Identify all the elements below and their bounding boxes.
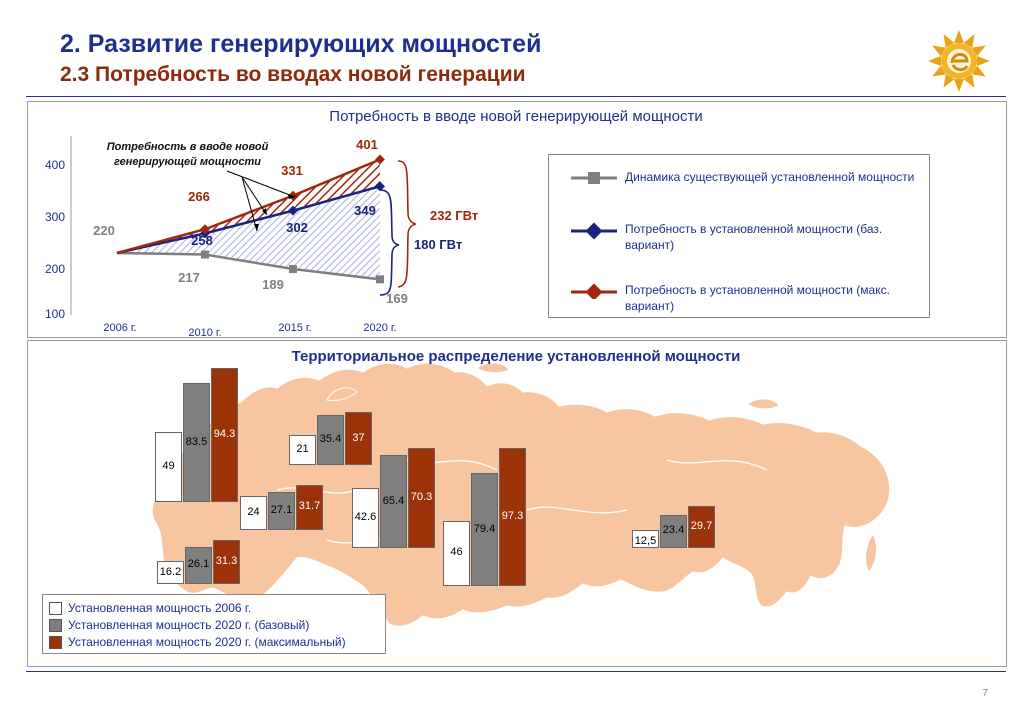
legend-marker-max	[586, 284, 603, 299]
x-tick-label: 2015 г.	[278, 322, 312, 334]
label-base: 349	[354, 203, 376, 218]
bar-value-label: 83.5	[185, 435, 208, 448]
label-base: 258	[191, 233, 213, 248]
label-existing: 169	[386, 291, 408, 306]
bar-2020-base	[183, 383, 210, 502]
brace-base-label: 180 ГВт	[414, 237, 463, 252]
bar-2006	[240, 496, 267, 530]
bar-2020-base	[185, 547, 212, 584]
bar-2020-max	[688, 506, 715, 548]
bar-value-label: 16.2	[159, 565, 182, 578]
label-existing: 189	[262, 277, 284, 292]
bar-value-label: 70.3	[410, 491, 433, 504]
bar-2020-max	[499, 448, 526, 586]
marker-existing	[201, 251, 209, 259]
header-divider	[26, 96, 1006, 97]
page-title: 2. Развитие генерирующих мощностей	[60, 30, 542, 58]
bar-value-label: 21	[296, 443, 309, 456]
chart-title: Потребность в вводе новой генерирующей мощности	[329, 108, 703, 125]
x-tick-label: 2010 г.	[188, 327, 222, 336]
legend-swatch-base	[49, 619, 62, 632]
y-tick-label: 200	[44, 262, 65, 276]
marker-existing	[376, 275, 384, 283]
brace-max-label: 232 ГВт	[430, 208, 479, 223]
bar-value-label: 79.4	[473, 522, 496, 535]
bar-2020-base	[317, 415, 344, 465]
brace-max	[398, 161, 416, 287]
label-max: 331	[281, 163, 303, 178]
label-base: 302	[286, 220, 308, 235]
bar-2006	[289, 435, 316, 465]
bar-value-label: 35.4	[319, 432, 342, 445]
map-title: Территориальное распределение установленной мощности	[291, 348, 741, 365]
footer-divider	[26, 671, 1006, 672]
bar-value-label: 65.4	[382, 494, 405, 507]
bar-2020-base	[471, 473, 498, 586]
page-subtitle: 2.3 Потребность во вводах новой генерации	[60, 63, 526, 86]
label-start: 220	[93, 223, 115, 238]
bar-2020-base	[380, 455, 407, 548]
bar-2020-base	[268, 492, 295, 530]
page-number: 7	[982, 688, 988, 699]
bar-value-label: 31.7	[298, 500, 321, 513]
marker-existing	[289, 265, 297, 273]
label-existing: 217	[178, 270, 200, 285]
map-legend-2006: Установленная мощность 2006 г.	[68, 601, 252, 615]
y-tick-label: 100	[44, 307, 65, 321]
y-tick-label: 400	[44, 158, 65, 172]
bar-value-label: 31.3	[215, 554, 238, 567]
bar-value-label: 97.3	[501, 509, 524, 522]
legend-marker-existing	[588, 172, 600, 184]
bar-value-label: 42.6	[354, 510, 377, 523]
legend-existing: Динамика существующей установленной мощности	[625, 170, 915, 184]
bar-value-label: 26.1	[187, 558, 210, 571]
bar-2020-max	[213, 540, 240, 584]
map-legend-max: Установленная мощность 2020 г. (максимальный)	[68, 635, 346, 649]
chart-legend	[548, 154, 930, 318]
legend-swatch-max	[49, 636, 62, 649]
bar-value-label: 23.4	[662, 524, 685, 537]
bar-2006	[632, 530, 659, 548]
label-max: 401	[356, 137, 378, 152]
bar-2020-max	[408, 448, 435, 548]
bar-value-label: 24	[247, 505, 260, 518]
bar-2020-base	[660, 515, 687, 548]
legend-marker-base	[586, 223, 603, 240]
bar-value-label: 27.1	[270, 503, 293, 516]
bar-value-label: 49	[162, 460, 175, 473]
legend-base: Потребность в установленной мощности (баз. вариант)	[625, 222, 883, 252]
bar-2020-max	[345, 412, 372, 465]
bar-2020-max	[211, 368, 238, 502]
bar-2006	[352, 488, 379, 548]
bar-value-label: 29.7	[690, 519, 713, 532]
y-tick-label: 300	[44, 210, 65, 224]
bar-value-label: 94.3	[213, 428, 236, 441]
x-tick-label: 2020 г.	[363, 322, 397, 334]
bar-2006	[443, 521, 470, 586]
map-legend	[42, 594, 386, 654]
legend-swatch-2006	[49, 602, 62, 615]
legend-max: Потребность в установленной мощности (макс. вариант)	[625, 283, 890, 313]
bar-value-label: 46	[450, 546, 463, 559]
chart-annotation: Потребность в вводе новой генерирующей мощности	[106, 141, 269, 168]
bar-2006	[157, 561, 184, 584]
label-max: 266	[188, 189, 210, 204]
bar-value-label: 12,5	[634, 535, 657, 548]
bar-value-label: 37	[352, 431, 365, 444]
bar-2006	[155, 432, 182, 502]
map-legend-base: Установленная мощность 2020 г. (базовый)	[68, 618, 310, 632]
bar-2020-max	[296, 485, 323, 530]
company-logo-icon	[922, 28, 996, 94]
x-tick-label: 2006 г.	[103, 322, 137, 334]
